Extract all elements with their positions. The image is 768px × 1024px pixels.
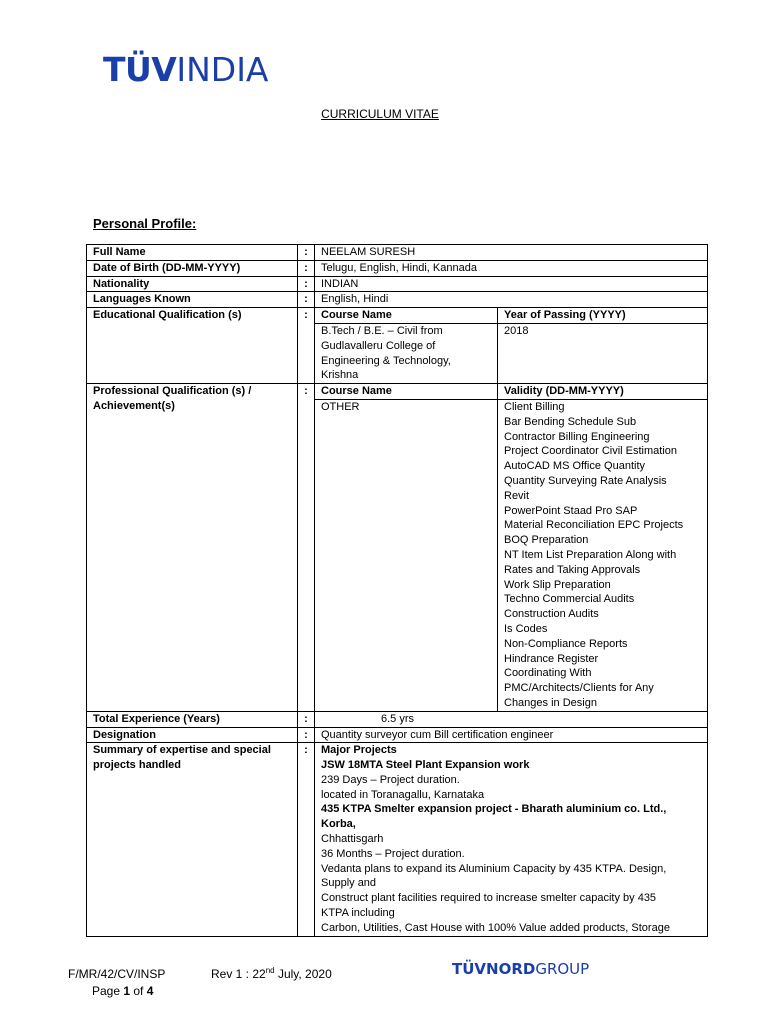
- validity-line: Changes in Design: [504, 696, 597, 709]
- colon: :: [298, 743, 315, 936]
- validity-line: PowerPoint Staad Pro SAP: [504, 504, 638, 517]
- document-title: [0, 107, 768, 121]
- summary-line: Major Projects: [321, 744, 397, 757]
- value-summary: [315, 743, 708, 936]
- professional-course-value: OTHER: [315, 399, 498, 711]
- label-dob: Date of Birth (DD-MM-YYYY): [87, 260, 298, 276]
- colon: :: [298, 308, 315, 384]
- label-professional: [87, 384, 298, 712]
- summary-line: 435 KTPA Smelter expansion project - Bharath aluminium co. Ltd.,: [321, 803, 667, 816]
- value-designation: Quantity surveyor cum Bill certification engineer: [315, 727, 708, 743]
- summary-line: located in Toranagallu, Karnataka: [321, 788, 485, 801]
- education-year-value: 2018: [498, 323, 708, 383]
- colon: :: [298, 276, 315, 292]
- colon: :: [298, 260, 315, 276]
- group-logo-bold: TÜVNORD: [452, 960, 536, 978]
- section-heading-personal-profile: Personal Profile:: [93, 216, 197, 231]
- table-row-designation: [87, 727, 708, 743]
- label-designation: Designation: [87, 727, 298, 743]
- revision-suffix: July, 2020: [274, 967, 332, 981]
- footer-revision: [211, 966, 332, 981]
- value-experience: [315, 711, 708, 727]
- label-experience: Total Experience (Years): [87, 711, 298, 727]
- education-course-line: Gudlavalleru College of: [321, 339, 436, 352]
- document-title-text: CURRICULUM VITAE: [321, 107, 439, 121]
- colon: :: [298, 292, 315, 308]
- logo-part-tuv: TÜV: [103, 50, 177, 89]
- validity-line: Construction Audits: [504, 608, 599, 621]
- value-dob: Telugu, English, Hindi, Kannada: [315, 260, 708, 276]
- summary-line: Construct plant facilities required to increase smelter capacity by 435: [321, 892, 657, 905]
- value-full-name: NEELAM SURESH: [315, 245, 708, 261]
- experience-value-text: 6.5 yrs: [381, 712, 415, 725]
- validity-line: Rates and Taking Approvals: [504, 563, 641, 576]
- education-course-value: [315, 323, 498, 383]
- label-education: Educational Qualification (s): [87, 308, 298, 384]
- label-languages: Languages Known: [87, 292, 298, 308]
- education-course-line: Engineering & Technology,: [321, 354, 451, 367]
- value-nationality: INDIAN: [315, 276, 708, 292]
- label-professional-line: Professional Qualification (s) /: [93, 385, 252, 398]
- table-row-summary: [87, 743, 708, 936]
- validity-line: Non-Compliance Reports: [504, 637, 628, 650]
- validity-line: BOQ Preparation: [504, 534, 589, 547]
- summary-line: 239 Days – Project duration.: [321, 773, 460, 786]
- label-summary: [87, 743, 298, 936]
- validity-line: Hindrance Register: [504, 652, 599, 665]
- validity-line: Bar Bending Schedule Sub: [504, 415, 637, 428]
- validity-line: Is Codes: [504, 622, 548, 635]
- education-course-header: Course Name: [315, 308, 498, 324]
- summary-line: KTPA including: [321, 907, 395, 920]
- validity-line: NT Item List Preparation Along with: [504, 548, 677, 561]
- label-nationality: Nationality: [87, 276, 298, 292]
- label-summary-line: Summary of expertise and special: [93, 744, 271, 757]
- page-total: 4: [146, 984, 154, 998]
- tuv-nord-group-logo: [452, 960, 589, 978]
- professional-course-header: Course Name: [315, 384, 498, 400]
- logo-part-india: INDIA: [176, 50, 269, 89]
- summary-line: JSW 18MTA Steel Plant Expansion work: [321, 759, 530, 772]
- tuv-india-logo: [103, 52, 269, 88]
- professional-validity-value: [498, 399, 708, 711]
- summary-line: Vedanta plans to expand its Aluminium Capacity by 435 KTPA. Design,: [321, 862, 667, 875]
- colon: :: [298, 384, 315, 712]
- validity-line: Work Slip Preparation: [504, 578, 611, 591]
- education-course-line: B.Tech / B.E. – Civil from: [321, 324, 443, 337]
- summary-line: Supply and: [321, 877, 377, 890]
- summary-line: Carbon, Utilities, Cast House with 100% Value added products, Storage: [321, 921, 670, 934]
- page-current: 1: [123, 984, 131, 998]
- validity-line: Contractor Billing Engineering: [504, 430, 650, 443]
- validity-line: Revit: [504, 489, 530, 502]
- professional-validity-header: Validity (DD-MM-YYYY): [498, 384, 708, 400]
- footer-form-info: [68, 966, 165, 1000]
- table-row-dob: [87, 260, 708, 276]
- label-professional-line: Achievement(s): [93, 399, 175, 412]
- footer-form-code: F/MR/42/CV/INSP: [68, 967, 166, 981]
- personal-profile-table: [86, 244, 708, 937]
- table-row-languages: [87, 292, 708, 308]
- education-year-header: Year of Passing (YYYY): [498, 308, 708, 324]
- colon: :: [298, 711, 315, 727]
- summary-line: Chhattisgarh: [321, 833, 384, 846]
- validity-line: Coordinating With: [504, 667, 592, 680]
- label-summary-line: projects handled: [93, 759, 182, 772]
- group-logo-rest: GROUP: [535, 960, 590, 978]
- table-row-nationality: [87, 276, 708, 292]
- validity-line: PMC/Architects/Clients for Any: [504, 682, 654, 695]
- value-languages: English, Hindi: [315, 292, 708, 308]
- page-mid: of: [130, 984, 147, 998]
- colon: :: [298, 727, 315, 743]
- revision-prefix: Rev 1 : 22: [211, 967, 266, 981]
- validity-line: Quantity Surveying Rate Analysis: [504, 474, 667, 487]
- page-prefix: Page: [92, 984, 124, 998]
- colon: :: [298, 245, 315, 261]
- summary-line: Korba,: [321, 818, 356, 831]
- validity-line: Project Coordinator Civil Estimation: [504, 445, 678, 458]
- validity-line: Techno Commercial Audits: [504, 593, 635, 606]
- table-row-professional-header: [87, 384, 708, 400]
- table-row-full-name: [87, 245, 708, 261]
- revision-sup: nd: [265, 966, 275, 975]
- label-full-name: Full Name: [87, 245, 298, 261]
- validity-line: AutoCAD MS Office Quantity: [504, 460, 646, 473]
- education-course-line: Krishna: [321, 369, 359, 382]
- table-row-education-header: [87, 308, 708, 324]
- footer-page-number: [68, 983, 165, 1000]
- validity-line: Material Reconciliation EPC Projects: [504, 519, 684, 532]
- summary-line: 36 Months – Project duration.: [321, 847, 465, 860]
- validity-line: Client Billing: [504, 400, 565, 413]
- table-row-experience: [87, 711, 708, 727]
